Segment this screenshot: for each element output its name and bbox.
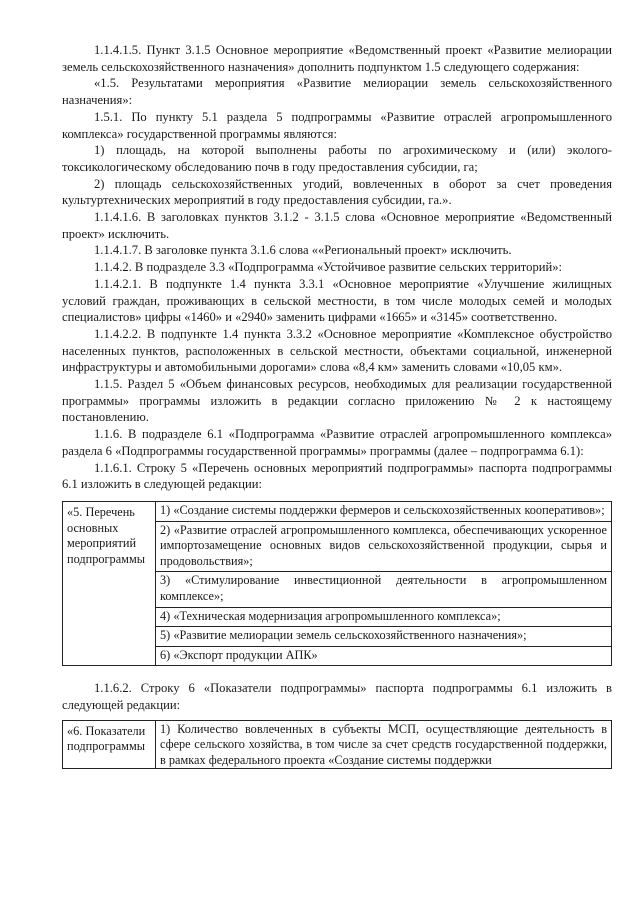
list-item: 6) «Экспорт продукции АПК» [160, 647, 318, 662]
list-item: 3) «Стимулирование инвестиционной деятельности в агропромышленном комплексе»; [156, 572, 611, 607]
paragraph-1-1-4-2-1: 1.1.4.2.1. В подпункте 1.4 пункта 3.3.1 «Основное мероприятие «Улучшение жилищных условий граждан, проживающих в сельской местности, в том числе молодых семей и молодых специалистов» цифры «1460» и «2940» заменить цифрами «1665» и «3145» соответственно. [62, 276, 612, 325]
list-item: 1) Количество вовлеченных в субъекты МСП, осуществляющие деятельность в сфере сельского хозяйства, в том числе за счет средств государственной поддержки, в рамках федерального проекта «Создание системы поддержки [160, 721, 607, 767]
table-row [63, 720, 612, 768]
paragraph-1-5-heading: «1.5. Результатами мероприятия «Развитие мелиорации земель сельскохозяйственного назначения»: [62, 76, 612, 108]
table-row [63, 501, 612, 665]
table-content-cell [156, 501, 612, 665]
list-item: 2) «Развитие отраслей агропромышленного комплекса, обеспечивающих ускоренное импортозамещение основных видов сельскохозяйственной продукции, сырья и продовольствия»; [156, 522, 611, 573]
table-label-cell: «5. Перечень основных мероприятий подпрограммы [63, 501, 156, 665]
paragraph-1-1-5: 1.1.5. Раздел 5 «Объем финансовых ресурсов, необходимых для реализации государственной программы» программы изложить в редакции согласно приложению № 2 к настоящему постановлению. [62, 377, 612, 425]
paragraph-1-1-4-2: 1.1.4.2. В подразделе 3.3 «Подпрограмма «Устойчивое развитие сельских территорий»: [94, 260, 563, 275]
body-text-top [62, 42, 612, 493]
paragraph-1-1-4-2-2: 1.1.4.2.2. В подпункте 1.4 пункта 3.3.2 «Основное мероприятие «Комплексное обустройство населенных пунктов, расположенных в сельской местности, объектами социальной, инженерной инфраструктуры и автомобильными дорогами» слова «8,4 км» заменить словами «10,05 км». [62, 326, 612, 375]
paragraph-1-1-4-1-7: 1.1.4.1.7. В заголовке пункта 3.1.6 слова ««Региональный проект» исключить. [94, 243, 512, 258]
measures-table [62, 501, 612, 666]
paragraph-item-1: 1) площадь, на которой выполнены работы по агрохимическому и (или) эколого-токсикологическому обследованию почв в году предоставления субсидии, га; [62, 143, 612, 174]
paragraph-1-1-4-1-5: 1.1.4.1.5. Пункт 3.1.5 Основное мероприятие «Ведомственный проект «Развитие мелиорации земель сельскохозяйственного назначения» дополнить подпунктом 1.5 следующего содержания: [62, 43, 612, 74]
paragraph-item-2: 2) площадь сельскохозяйственных угодий, вовлеченных в оборот за счет проведения культуртехнических мероприятий в году предоставления субсидии, га.». [62, 176, 612, 208]
paragraph-1-5-1: 1.5.1. По пункту 5.1 раздела 5 подпрограммы «Развитие отраслей агропромышленного комплекса» государственной программы являются: [62, 109, 612, 141]
paragraph-1-1-6-1: 1.1.6.1. Строку 5 «Перечень основных мероприятий подпрограммы» паспорта подпрограммы 6.1 изложить в следующей редакции: [62, 460, 612, 492]
paragraph-1-1-4-1-6: 1.1.4.1.6. В заголовках пунктов 3.1.2 - 3.1.5 слова «Основное мероприятие «Ведомственный проект» исключить. [62, 210, 612, 241]
list-item: 1) «Создание системы поддержки фермеров и сельскохозяйственных кооперативов»; [156, 502, 611, 522]
paragraph-1-1-6: 1.1.6. В подразделе 6.1 «Подпрограмма «Развитие отраслей агропромышленного комплекса» раздела 6 «Подпрограммы государственной программы» программы (далее – подпрограмма 6.1): [62, 427, 612, 458]
list-item: 5) «Развитие мелиорации земель сельскохозяйственного назначения»; [156, 627, 611, 647]
list-item: 4) «Техническая модернизация агропромышленного комплекса»; [156, 608, 611, 628]
table-content-cell [156, 720, 612, 768]
paragraph-1-1-6-2: 1.1.6.2. Строку 6 «Показатели подпрограммы» паспорта подпрограммы 6.1 изложить в следующей редакции: [62, 681, 612, 713]
indicators-table [62, 720, 612, 769]
table-label-cell: «6. Показатели подпрограммы [63, 720, 156, 768]
